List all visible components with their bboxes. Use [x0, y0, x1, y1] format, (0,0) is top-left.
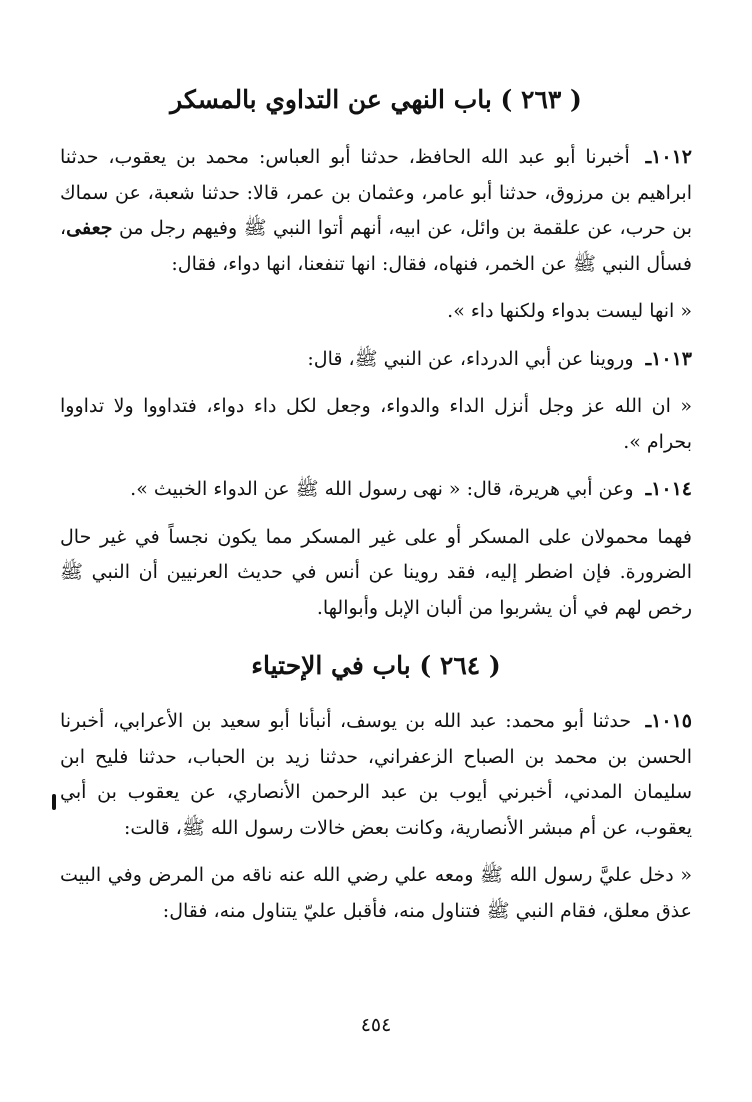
margin-mark: [52, 794, 56, 810]
hadith-1012: [60, 140, 692, 282]
chapter-263-title: ( ٢٦٣ ) باب النهي عن التداوي بالمسكر: [170, 85, 582, 114]
hadith-1013: [60, 342, 692, 378]
hadith-number-1014: ١٠١٤ـ: [645, 478, 692, 500]
page-body: [60, 78, 692, 941]
chapter-264-title: ( ٢٦٤ ) باب في الإحتياء: [251, 651, 501, 680]
hadith-1013-text: وروينا عن أبي الدرداء، عن النبي ﷺ، قال:: [307, 347, 634, 370]
hadith-1013-quote: « ان الله عز وجل أنزل الداء والدواء، وجعل لكل داء دواء، فتداووا ولا تداووا بحرام ».: [60, 395, 692, 453]
hadith-number-1013: ١٠١٣ـ: [645, 347, 692, 370]
page-number: ٤٥٤: [360, 1014, 392, 1036]
hadith-1012-text-after: ، فسأل النبي ﷺ عن الخمر، فنهاه، فقال: انها تنفعنا، انها دواء، فقال:: [60, 217, 692, 275]
hadith-1012-bold-name: جعفى: [66, 217, 113, 239]
hadith-1014: [60, 472, 692, 508]
hadith-1015: [60, 704, 692, 846]
hadith-number-1012: ١٠١٢ـ: [645, 146, 692, 168]
hadith-1012-quote: « انها ليست بدواء ولكنها داء ».: [447, 300, 692, 322]
hadith-1014-text: وعن أبي هريرة، قال: « نهى رسول الله ﷺ عن الدواء الخبيث ».: [130, 478, 634, 500]
hadith-number-1015: ١٠١٥ـ: [645, 710, 692, 732]
commentary-paragraph: فهما محمولان على المسكر أو على غير المسكر مما يكون نجساً في غير حال الضرورة. فإن اضطر إليه، فقد روينا عن أنس في حديث العرنيين أن النبي ﷺ رخص لهم في أن يشربوا من ألبان الإبل وأبوالها.: [60, 525, 692, 619]
hadith-1012-text: أخبرنا أبو عبد الله الحافظ، حدثنا أبو العباس: محمد بن يعقوب، حدثنا ابراهيم بن مرزوق، حدثنا أبو عامر، وعثمان بن عمر، قالا: حدثنا شعبة، عن سماك بن حرب، عن علقمة بن وائل، عن ابيه، أنهم أتوا النبي ﷺ وفيهم رجل من: [60, 146, 692, 239]
hadith-1015-quote: « دخل عليَّ رسول الله ﷺ ومعه علي رضي الله عنه ناقه من المرض وفي البيت عذق معلق، فقام النبي ﷺ فتناول منه، فأقبل عليّ يتناول منه، فقال:: [60, 864, 692, 922]
hadith-1015-text: حدثنا أبو محمد: عبد الله بن يوسف، أنبأنا أبو سعيد بن الأعرابي، أخبرنا الحسن بن محمد بن الصباح الزعفراني، حدثنا زيد بن الحباب، حدثنا فليح ابن سليمان المدني، أخبرني أيوب بن عبد الرحمن الأنصاري، عن يعقوب بن أبي يعقوب، عن أم مبشر الأنصارية، وكانت بعض خالات رسول الله ﷺ، قالت:: [60, 710, 692, 839]
